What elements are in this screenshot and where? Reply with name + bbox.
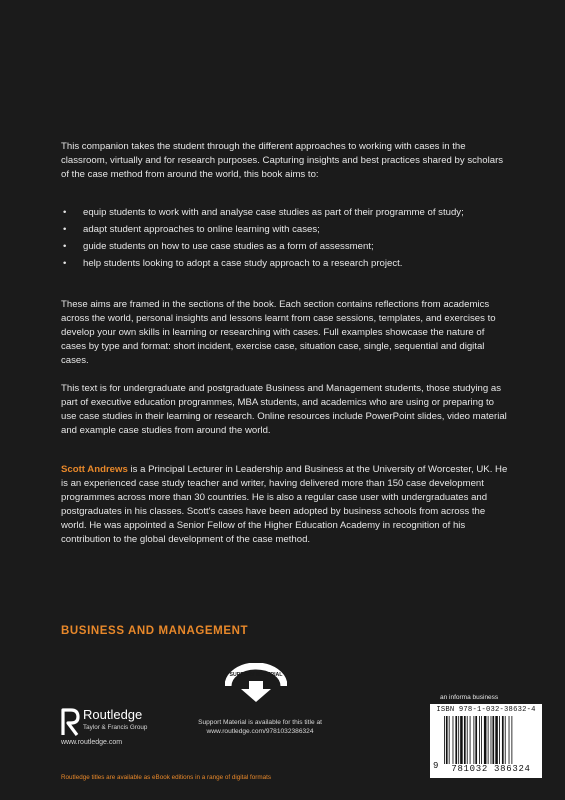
barcode-bar <box>455 716 457 764</box>
informa-label: an informa business <box>440 694 499 701</box>
barcode-bar <box>449 716 450 764</box>
bullet-icon: • <box>63 241 67 252</box>
support-badge-label: SUPPORT MATERIAL <box>229 672 283 678</box>
publisher-logo <box>61 705 191 749</box>
barcode-bar <box>453 716 454 764</box>
support-material-badge-icon <box>225 663 287 703</box>
sections-paragraph: These aims are framed in the sections of the book. Each section contains reflections from academics across the world, personal insights and lessons learnt from case sessions, templates, and exercises to develop your own skills in learning or researching with cases. Full examples showcase the nature of cases by type and format: short incident, exercise case, situation case, single, sequential and digital cases. <box>61 299 496 366</box>
barcode-bar <box>479 716 480 764</box>
list-item: • help students looking to adopt a case study approach to a research project. <box>63 258 403 269</box>
barcode-bars <box>444 716 538 764</box>
barcode-bar <box>505 716 506 764</box>
publisher-url: www.routledge.com <box>61 739 123 746</box>
barcode-bar <box>467 716 468 764</box>
barcode-bar <box>444 716 445 764</box>
author-bio-text: is a Principal Lecturer in Leadership and Business at the University of Worcester, UK. He is an experienced case study teacher and writer, having delivered more than 150 case development programmes across more than 30 countries. He is also a regular case user with undergraduates and postgraduates in his classes. Scott's cases have been adopted by business schools from across the world. He was appointed a Senior Fellow of the Higher Education Academy in recognition of his contribution to the global development of the case method. <box>61 464 508 545</box>
bullet-icon: • <box>63 258 67 269</box>
support-material-note <box>185 718 335 736</box>
barcode-bar <box>458 716 459 764</box>
barcode-bar <box>481 716 482 764</box>
barcode-bar <box>509 716 510 764</box>
barcode-bar <box>475 716 477 764</box>
barcode-bar <box>492 716 494 764</box>
barcode-bar <box>502 716 504 764</box>
barcode-bar <box>499 716 500 764</box>
ebook-note: Routledge titles are available as eBook editions in a range of digital formats <box>61 774 272 781</box>
barcode-bar <box>464 716 466 764</box>
publisher-subtitle: Taylor & Francis Group <box>83 724 148 731</box>
barcode-bar <box>484 716 487 764</box>
author-name: Scott Andrews <box>61 464 128 475</box>
author-bio <box>61 463 511 547</box>
barcode-bar <box>495 716 498 764</box>
support-line: Support Material is available for this title at <box>198 719 322 726</box>
barcode-bar <box>488 716 489 764</box>
isbn-text: ISBN 978-1-032-38632-4 <box>436 706 536 714</box>
aims-list <box>61 206 511 274</box>
barcode-bar <box>473 716 474 764</box>
barcode-bar <box>511 716 512 764</box>
list-item: • guide students on how to use case studies as a form of assessment; <box>63 241 374 252</box>
support-url: www.routledge.com/9781032386324 <box>206 728 314 735</box>
barcode-bar <box>491 716 492 764</box>
barcode-bar <box>446 716 448 764</box>
publisher-name: Routledge <box>83 707 143 722</box>
bullet-icon: • <box>63 207 67 218</box>
barcode-bar <box>460 716 463 764</box>
bullet-icon: • <box>63 224 67 235</box>
list-item: • equip students to work with and analyse case studies as part of their programme of study; <box>63 207 464 218</box>
barcode <box>430 704 542 778</box>
subject-category: BUSINESS AND MANAGEMENT <box>61 625 249 637</box>
list-item: • adapt student approaches to online learning with cases; <box>63 224 320 235</box>
audience-paragraph: This text is for undergraduate and postgraduate Business and Management students, those studying as part of executive education programmes, MBA students, and academics who are using or preparing to use case studies in their learning or research. Online resources include PowerPoint slides, video material and example case studies from around the world. <box>61 383 507 436</box>
barcode-digits: 781032 386324 <box>451 764 531 774</box>
barcode-first-digit: 9 <box>433 761 439 771</box>
intro-paragraph: This companion takes the student through the different approaches to working with cases in the classroom, virtually and for research purposes. Capturing insights and best practices shared by scholars of the case method from around the world, this book aims to: <box>61 141 504 180</box>
barcode-bar <box>470 716 471 764</box>
routledge-r-icon <box>61 707 81 737</box>
